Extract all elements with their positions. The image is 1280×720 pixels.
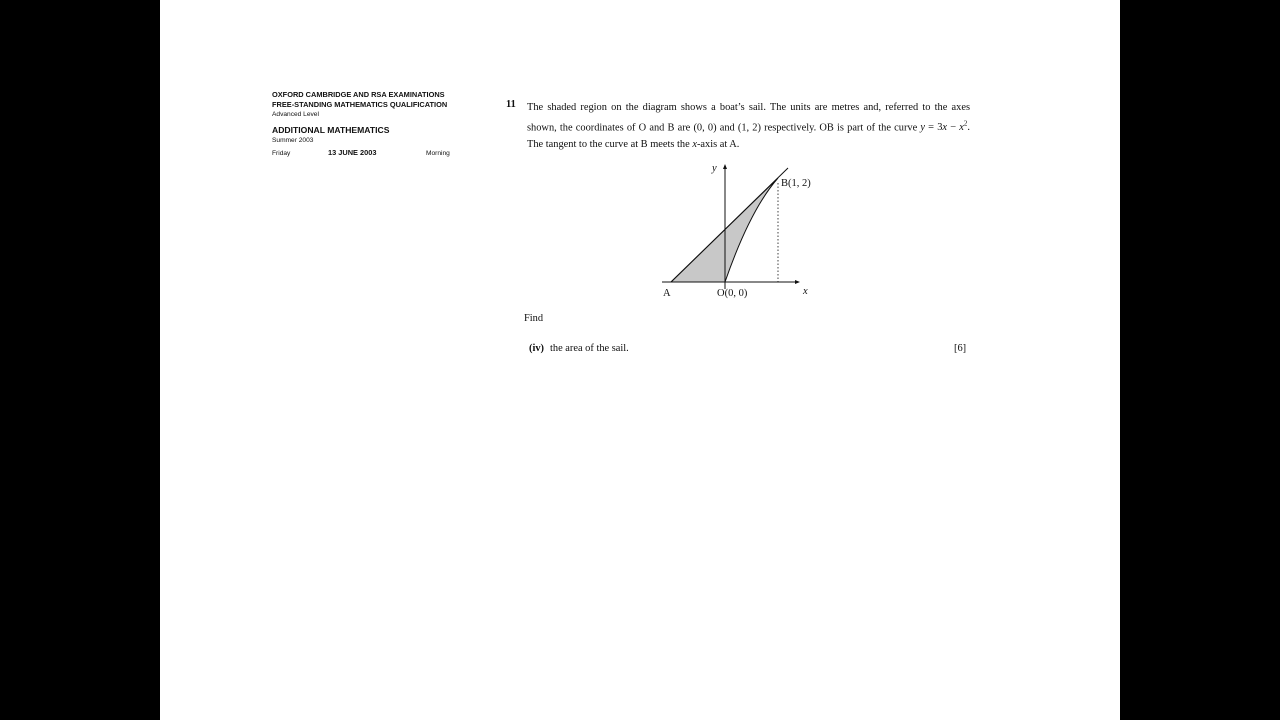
marks: [6] — [954, 343, 967, 354]
equation-minus: − — [947, 122, 960, 134]
x-axis-label: x — [803, 286, 808, 297]
exam-page — [160, 0, 1120, 720]
point-b-label: B(1, 2) — [781, 178, 811, 189]
find-label: Find — [524, 313, 544, 324]
question-tangent-text: . The tangent to the curve at B meets the — [527, 122, 970, 151]
part-text: the area of the sail. — [550, 343, 629, 354]
equation-y: y — [920, 122, 926, 134]
level: Advanced Level — [272, 111, 319, 118]
point-o-label: O(0, 0) — [717, 288, 748, 299]
equation-x2: x — [959, 122, 964, 134]
exam-time: Morning — [426, 150, 450, 157]
qualification: FREE-STANDING MATHEMATICS QUALIFICATION — [272, 100, 448, 109]
question-end-text: -axis at A. — [696, 139, 740, 151]
question-number: 11 — [506, 99, 516, 110]
part-label: (iv) — [529, 343, 545, 354]
equation-x1: x — [942, 122, 948, 134]
equation-mid: = 3 — [925, 122, 943, 134]
equation-exponent: 2 — [963, 120, 968, 128]
x-axis-letter: x — [692, 139, 697, 151]
session: Summer 2003 — [272, 137, 314, 144]
question-intro: The shaded region on the diagram shows a boat’s sail. The units are metres and, referred to the axes shown, the coordinates of O and B are (0, 0) and (1, 2) respectively. OB is part of the curve — [527, 102, 970, 134]
sail-diagram — [650, 155, 820, 305]
question-text — [527, 99, 970, 153]
exam-board: OXFORD CAMBRIDGE AND RSA EXAMINATIONS — [272, 90, 445, 99]
subject: ADDITIONAL MATHEMATICS — [272, 125, 390, 135]
exam-day: Friday — [272, 150, 291, 157]
y-axis-label: y — [712, 163, 717, 174]
exam-date: 13 JUNE 2003 — [328, 148, 377, 157]
x-axis-arrow — [795, 280, 800, 284]
point-a-label: A — [663, 288, 671, 299]
y-axis-arrow — [723, 164, 727, 169]
